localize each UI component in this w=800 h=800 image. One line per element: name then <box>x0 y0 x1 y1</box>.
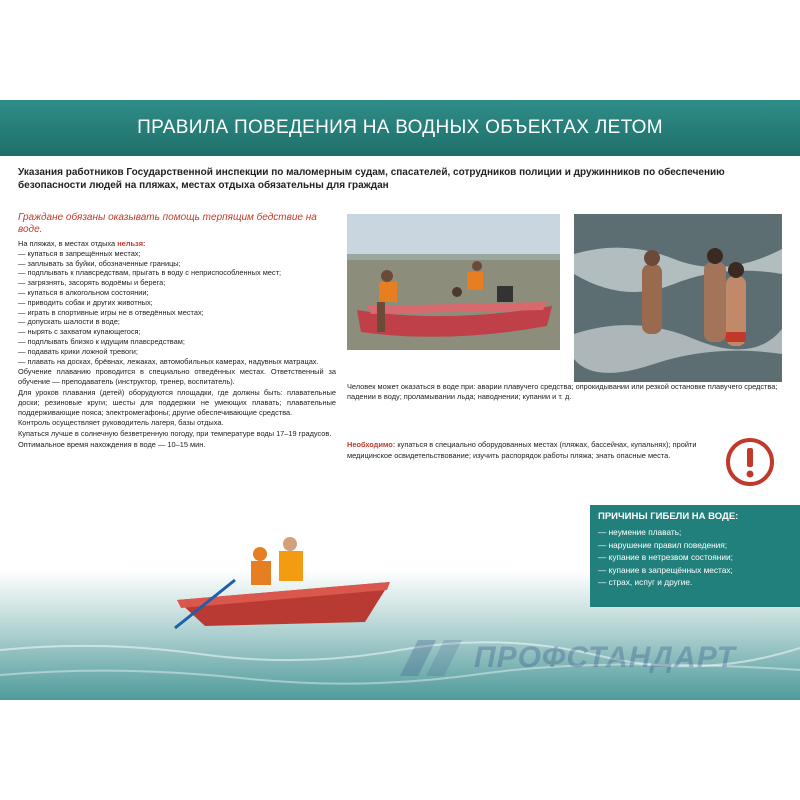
list-item: — играть в спортивные игры не в отведённых местах; <box>18 307 204 317</box>
paragraph: Для уроков плавания (детей) оборудуются площадки, где должны быть: плавательные доски; резиновые круги; шесты для поддержки не умеющих плавать; плавательные поддерживающие пояса; электромегафоны; другие обеспечивающие средства. <box>18 387 336 417</box>
prohibited-word: нельзя: <box>117 239 146 248</box>
list-item: — купание в нетрезвом состоянии; <box>598 552 733 562</box>
list-item: — подплывать близко к идущим плавсредствам; <box>18 336 185 346</box>
list-item: — страх, испуг и другие. <box>598 577 693 587</box>
safety-poster <box>0 100 800 700</box>
list-item: — загрязнять, засорять водоёмы и берега; <box>18 278 166 288</box>
list-item: — купаться в алкогольном состоянии; <box>18 287 149 297</box>
list-item: — допускать шалости в воде; <box>18 317 120 327</box>
header-bar <box>0 100 800 156</box>
swimmers-photo <box>574 214 782 382</box>
duty-text: Граждане обязаны оказывать помощь терпящим бедствие на воде. <box>18 212 317 235</box>
list-item: — заплывать за буйки, обозначенные границы; <box>18 258 181 268</box>
prohibited-intro: На пляжах, в местах отдыха <box>18 239 116 248</box>
warning-text <box>347 440 725 461</box>
brand-text: ПРОФСТАНДАРТ <box>474 641 736 674</box>
causes-title: ПРИЧИНЫ ГИБЕЛИ НА ВОДЕ: <box>598 511 739 522</box>
brand-logo <box>396 628 786 688</box>
list-item: — нырять с захватом купающегося; <box>18 327 141 337</box>
caption-text: Человек может оказаться в воде при: аварии плавучего средства; опрокидывании или резкой остановке плавучего средства; падении в воду; проламывании льда; наводнении; купании и т. д. <box>347 382 778 401</box>
warning-label: Необходимо: <box>347 440 396 449</box>
rules-column <box>18 212 336 450</box>
list-item: — плавать на досках, брёвнах, лежаках, автомобильных камерах, надувных матрацах. <box>18 356 319 366</box>
rescue-boat-photo <box>347 214 560 350</box>
brand-logo-icon <box>396 636 466 680</box>
motorboat-photo <box>165 530 400 630</box>
causes-box <box>590 505 800 607</box>
prohibited-heading <box>18 239 336 249</box>
prohibited-list <box>18 249 336 367</box>
list-item: — купание в запрещённых местах; <box>598 564 733 575</box>
page-title: ПРАВИЛА ПОВЕДЕНИЯ НА ВОДНЫХ ОБЪЕКТАХ ЛЕТОМ <box>137 117 663 138</box>
list-item: — подавать крики ложной тревоги; <box>18 346 138 356</box>
paragraph: Оптимальное время нахождения в воде — 10–15 мин. <box>18 439 206 449</box>
list-item: — неумение плавать; <box>598 527 682 537</box>
paragraph: Купаться лучше в солнечную безветренную погоду, при температуре воды 17–19 градусов. <box>18 429 332 439</box>
list-item: — приводить собак и других животных; <box>18 297 153 307</box>
list-item: — купаться в запрещённых местах; <box>18 248 141 258</box>
paragraph: Обучение плаванию проводится в специально отведённых местах. Ответственный за обучение — преподаватель (инструктор, тренер, воспитатель). <box>18 367 336 387</box>
list-item: — подплывать к плавсредствам, прыгать в воду с неприспособленных мест; <box>18 268 282 278</box>
causes-list <box>598 526 792 589</box>
intro-text: Указания работников Государственной инспекции по маломерным судам, спасателей, сотрудников полиции и дружинников по обеспечению безопасности людей на пляжах, местах отдыха обязательны для граждан <box>18 167 725 191</box>
warning-body: купаться в специально оборудованных местах (пляжах, бассейнах, купальнях); пройти медицинское освидетельствование; изучить распорядок работы пляжа; знать опасные места. <box>347 440 697 460</box>
list-item: — нарушение правил поведения; <box>598 539 728 550</box>
exclamation-icon <box>724 436 776 488</box>
paragraph: Контроль осуществляет руководитель лагеря, базы отдыха. <box>18 418 224 428</box>
